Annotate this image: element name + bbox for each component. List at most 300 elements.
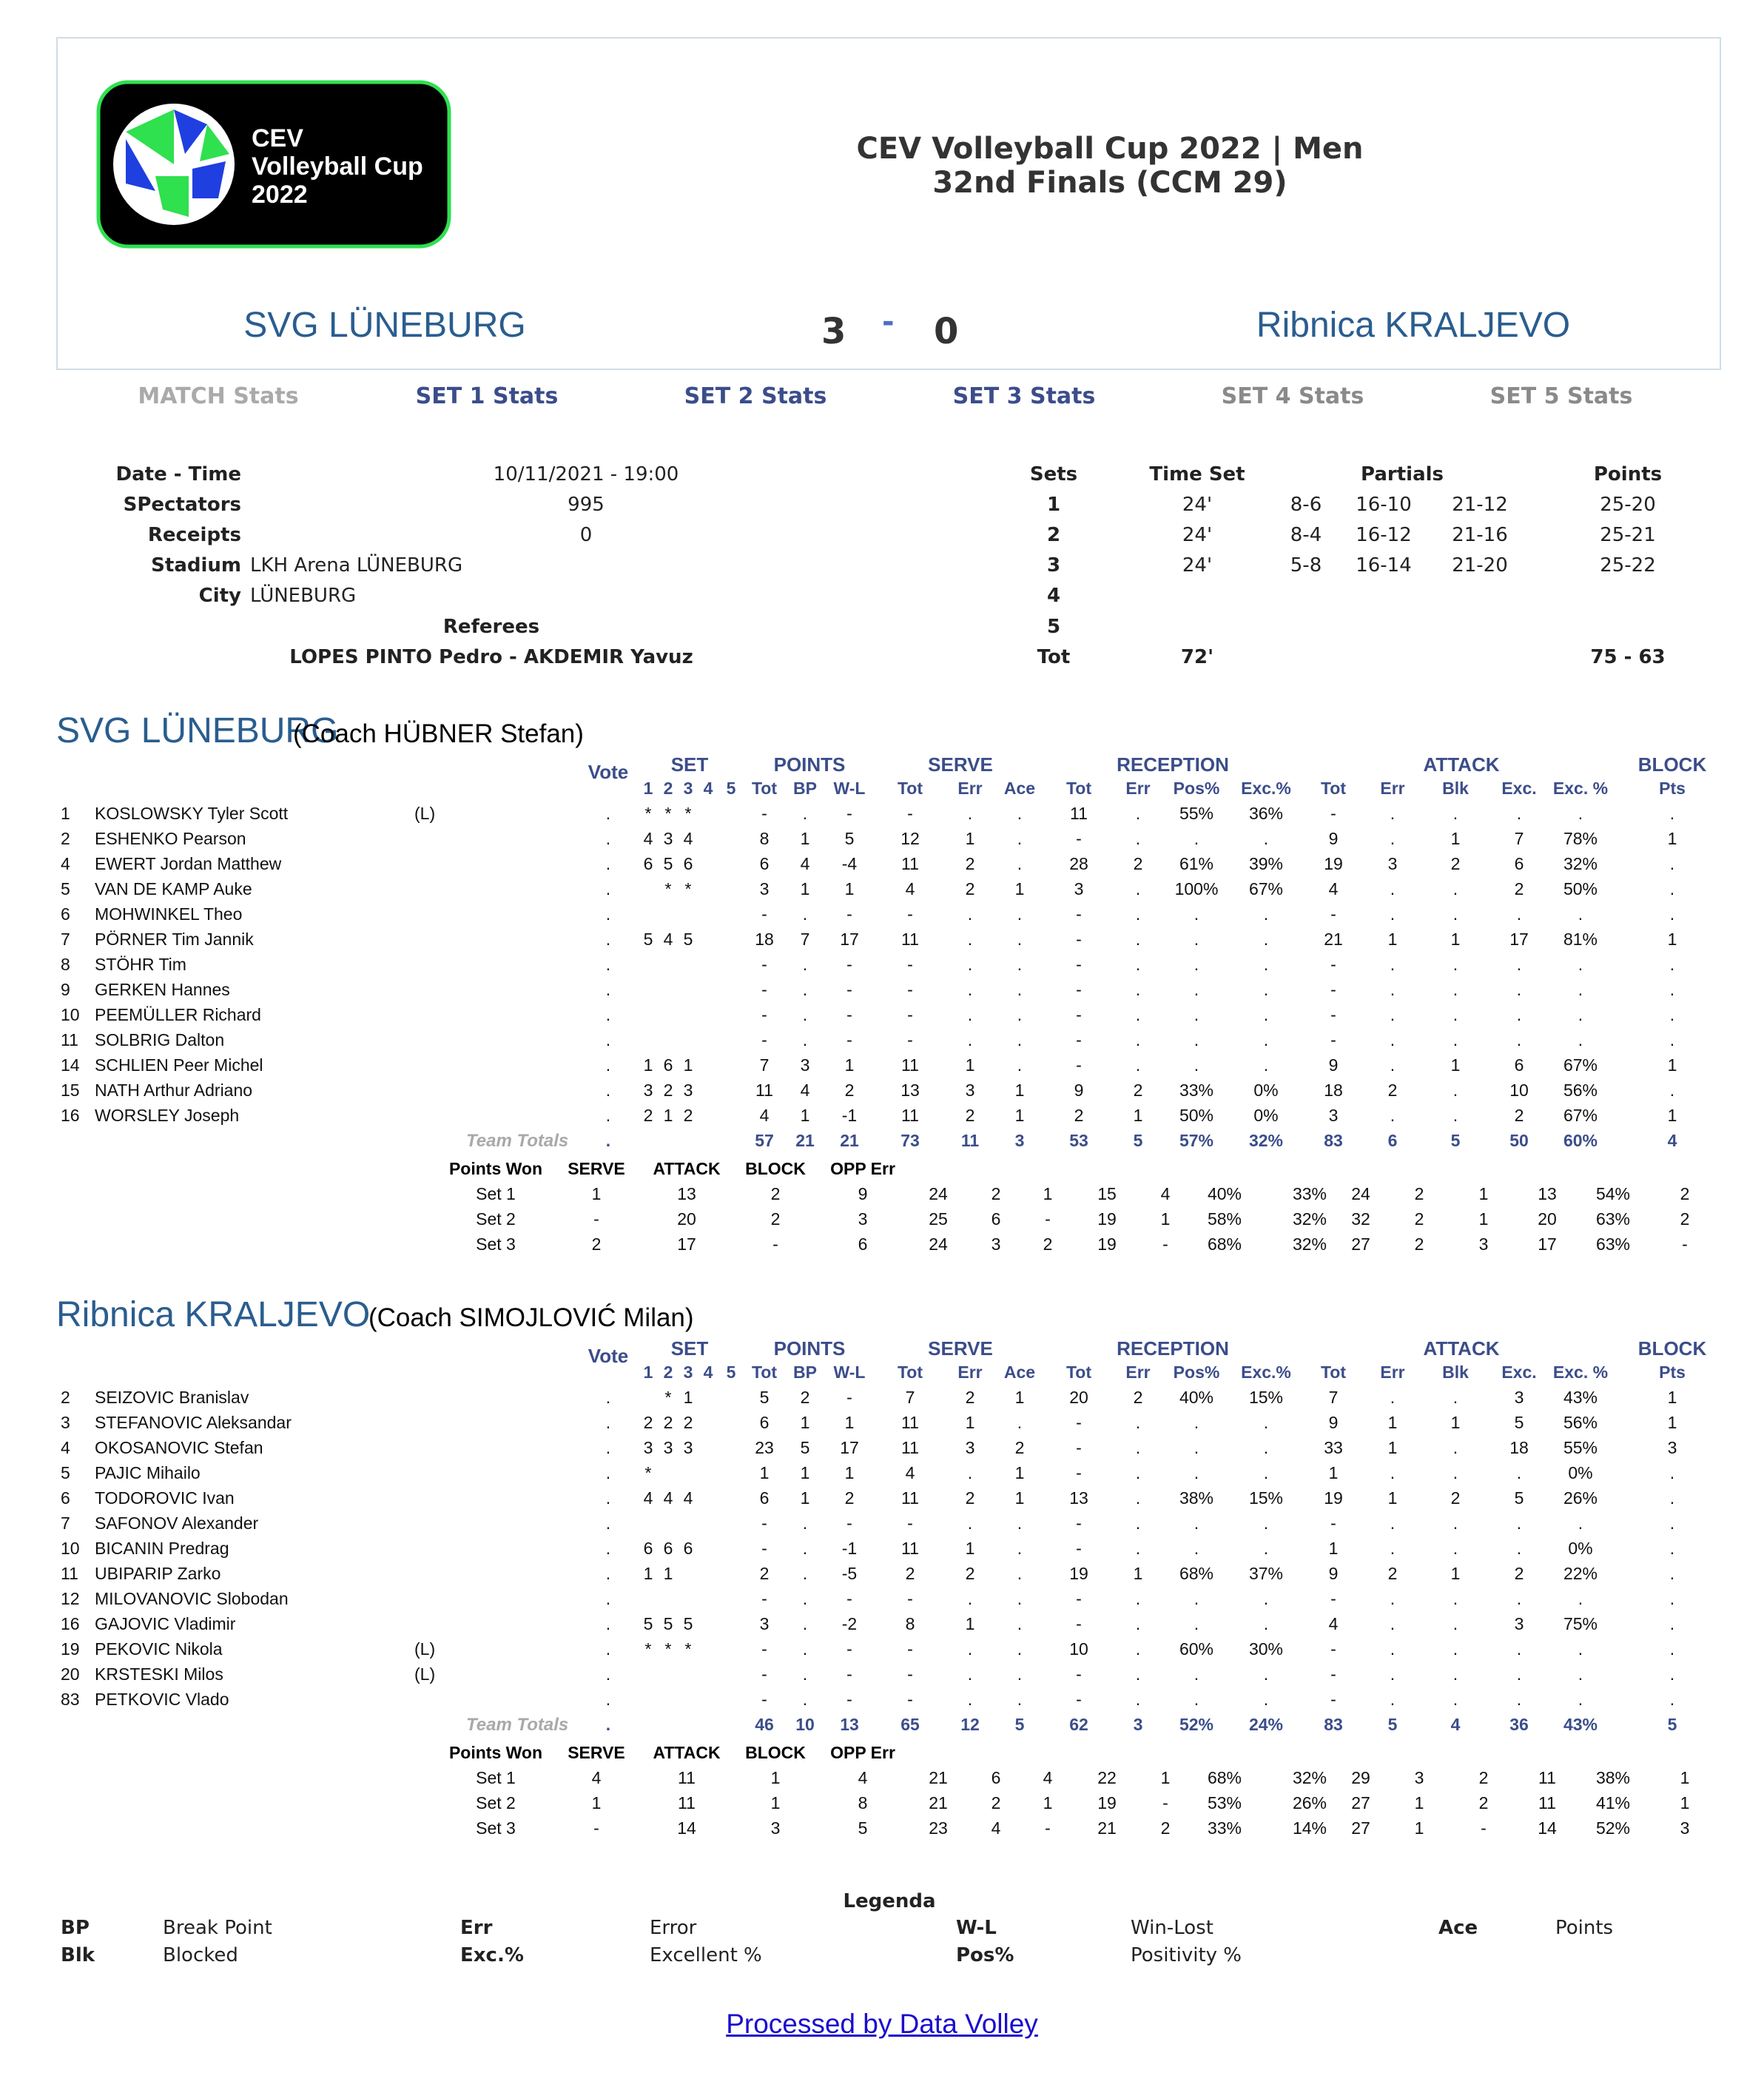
date-label: Date - Time	[115, 463, 241, 486]
column-header: 1	[643, 1363, 653, 1382]
stat-cell: 55%	[1179, 804, 1214, 823]
stat-cell: .	[1516, 804, 1522, 823]
tab-set4-stats[interactable]: SET 4 Stats	[1221, 383, 1364, 409]
stat-cell: 4	[683, 829, 693, 848]
set-row-cell: 6	[858, 1234, 868, 1254]
stat-cell: .	[1017, 904, 1023, 924]
stat-cell: .	[1263, 1614, 1269, 1633]
stat-cell: .	[1135, 980, 1141, 999]
stat-cell: .	[1263, 829, 1269, 848]
stat-cell: 17	[840, 1438, 859, 1457]
team-totals-label: Team Totals	[466, 1131, 569, 1151]
column-header: 5	[726, 779, 736, 798]
set-row-label: Set 3	[476, 1234, 516, 1254]
player-number: 5	[61, 1463, 70, 1482]
stat-cell: 2	[663, 1081, 673, 1100]
score-separator: -	[882, 305, 895, 339]
stat-cell: .	[1578, 1030, 1583, 1049]
stat-cell: .	[1135, 1005, 1141, 1024]
stat-cell: 1	[844, 1413, 855, 1432]
legend-text: Positivity %	[1131, 1944, 1242, 1966]
stat-cell: 2	[1133, 1081, 1143, 1100]
stat-cell: 4	[759, 1106, 770, 1125]
stat-cell: 2	[1450, 1488, 1461, 1508]
set-row-cell: 14	[677, 1818, 696, 1838]
player-number: 12	[61, 1589, 80, 1608]
player-name: OKOSANOVIC Stefan	[95, 1438, 263, 1457]
set-row-cell: 25	[929, 1209, 948, 1229]
stat-cell: .	[1669, 904, 1675, 924]
stat-cell: .	[1516, 1513, 1522, 1533]
stat-cell: 1	[683, 1055, 693, 1075]
stat-cell: .	[1578, 1690, 1583, 1709]
logo-line1: CEV	[252, 124, 303, 152]
set-row-cell: 3	[991, 1234, 1001, 1254]
team-coach: (Coach SIMOJLOVIĆ Milan)	[368, 1303, 694, 1332]
stat-cell: 11	[901, 930, 919, 949]
tab-set1-stats[interactable]: SET 1 Stats	[415, 383, 559, 409]
stat-cell: .	[1516, 1539, 1522, 1558]
set-row-cell: 4	[858, 1768, 868, 1787]
player-name: SAFONOV Alexander	[95, 1513, 259, 1533]
player-name: KOSLOWSKY Tyler Scott	[95, 804, 289, 823]
legend-title: Legenda	[843, 1890, 936, 1912]
column-header: Exc.%	[1241, 1363, 1291, 1382]
stat-cell: .	[1390, 879, 1396, 898]
receipts-label: Receipts	[147, 524, 241, 546]
stat-cell: 3	[1387, 854, 1398, 873]
stat-cell: 2	[965, 1488, 975, 1508]
legend-text: Blocked	[163, 1944, 238, 1966]
set-row-cell: 21	[1097, 1818, 1117, 1838]
stat-cell: .	[1263, 1055, 1269, 1075]
stat-cell: .	[1135, 1513, 1141, 1533]
stat-cell: -	[907, 1639, 913, 1659]
stat-cell: *	[664, 1388, 672, 1407]
stat-cell: .	[1452, 904, 1458, 924]
stat-cell: 1	[663, 1106, 673, 1125]
stat-cell: .	[1669, 1030, 1675, 1049]
set-row-cell: 3	[1414, 1768, 1424, 1787]
tab-set3-stats[interactable]: SET 3 Stats	[952, 383, 1096, 409]
stat-cell: -	[846, 904, 852, 924]
stat-cell: .	[967, 980, 973, 999]
team-total-cell: 32%	[1248, 1131, 1284, 1150]
sets-tot-points: 75 - 63	[1590, 646, 1666, 668]
set-row-cell: -	[1481, 1818, 1487, 1838]
set-partial-8: 5-8	[1290, 554, 1322, 577]
column-header: 3	[683, 779, 693, 798]
team-total-cell: 83	[1324, 1131, 1343, 1150]
team-total-cell: 3	[1014, 1131, 1025, 1150]
stat-cell: -	[1330, 804, 1336, 823]
stat-cell: 50%	[1563, 879, 1598, 898]
stat-cell: .	[605, 1564, 611, 1583]
stat-cell: -	[846, 1664, 852, 1684]
stat-cell: *	[644, 1639, 652, 1659]
set-row-cell: 1	[591, 1184, 602, 1203]
stat-cell: .	[1194, 1539, 1199, 1558]
stat-cell: -1	[841, 1539, 858, 1558]
stat-cell: .	[605, 854, 611, 873]
player-name: MILOVANOVIC Slobodan	[95, 1589, 289, 1608]
stat-cell: 2	[1514, 1106, 1524, 1125]
stat-cell: .	[1452, 955, 1458, 974]
libero-tag: (L)	[414, 1664, 436, 1684]
team-total-cell: 24%	[1248, 1715, 1284, 1734]
stat-cell: .	[605, 904, 611, 924]
stat-cell: 6	[759, 1413, 770, 1432]
stat-cell: .	[605, 1488, 611, 1508]
stat-cell: -	[761, 1513, 767, 1533]
column-header: Tot	[1066, 1363, 1092, 1382]
stat-cell: -	[761, 1690, 767, 1709]
team-total-cell: 46	[755, 1715, 774, 1734]
stat-cell: 7	[905, 1388, 915, 1407]
set-row-cell: 4	[991, 1818, 1001, 1838]
stat-cell: .	[1135, 829, 1141, 848]
stat-cell: .	[1390, 1388, 1396, 1407]
stat-cell: 1	[1450, 1564, 1461, 1583]
stat-cell: 9	[1328, 829, 1339, 848]
stat-cell: 55%	[1563, 1438, 1598, 1457]
stat-cell: .	[1135, 1055, 1141, 1075]
stat-cell: 67%	[1563, 1106, 1598, 1125]
stat-cell: -	[1076, 1539, 1082, 1558]
stat-cell: .	[1669, 1463, 1675, 1482]
stat-cell: 6	[683, 1539, 693, 1558]
player-name: VAN DE KAMP Auke	[95, 879, 252, 898]
stat-cell: .	[1135, 1488, 1141, 1508]
stat-cell: 3	[759, 879, 770, 898]
stat-cell: 2	[1074, 1106, 1084, 1125]
date-value: 10/11/2021 - 19:00	[493, 463, 679, 486]
set-row-cell: 27	[1351, 1793, 1370, 1812]
stat-cell: .	[1669, 1081, 1675, 1100]
stat-cell: 1	[1387, 1488, 1398, 1508]
stat-cell: 2	[643, 1106, 653, 1125]
legend-abbr: Exc.%	[460, 1944, 524, 1966]
stat-cell: .	[605, 1106, 611, 1125]
stat-cell: .	[605, 1539, 611, 1558]
stat-cell: .	[1578, 980, 1583, 999]
player-number: 14	[61, 1055, 80, 1075]
column-header: 2	[663, 1363, 673, 1382]
team-section-name: Ribnica KRALJEVO	[56, 1295, 371, 1334]
stat-cell: .	[605, 1438, 611, 1457]
set-row-cell: 1	[770, 1768, 781, 1787]
stat-cell: -	[1330, 904, 1336, 924]
stat-cell: .	[1390, 1005, 1396, 1024]
team-total-cell: 43%	[1563, 1715, 1598, 1734]
stat-cell: 23	[755, 1438, 774, 1457]
set-row-cell: 14	[1538, 1818, 1557, 1838]
stat-cell: .	[1135, 955, 1141, 974]
stat-cell: -	[1076, 1614, 1082, 1633]
stat-cell: .	[1452, 1081, 1458, 1100]
set-row-cell: 63%	[1595, 1209, 1631, 1229]
stat-cell: *	[664, 804, 672, 823]
stat-cell: -	[1330, 1690, 1336, 1709]
team-total-cell: 73	[900, 1131, 920, 1150]
stat-cell: 3	[965, 1081, 975, 1100]
stat-cell: -	[846, 1513, 852, 1533]
stat-cell: 21	[1324, 930, 1343, 949]
stat-cell: 7	[1514, 829, 1524, 848]
player-name: STEFANOVIC Aleksandar	[95, 1413, 292, 1432]
player-name: EWERT Jordan Matthew	[95, 854, 282, 873]
stat-cell: .	[1516, 1005, 1522, 1024]
stat-cell: 1	[663, 1564, 673, 1583]
legend-text: Win-Lost	[1131, 1917, 1213, 1939]
set-row-cell: 23	[929, 1818, 948, 1838]
stat-cell: .	[1516, 955, 1522, 974]
set-row-cell: 41%	[1595, 1793, 1631, 1812]
stat-cell: 3	[1667, 1438, 1677, 1457]
stat-cell: -	[846, 1005, 852, 1024]
time-set-header: Time Set	[1149, 463, 1245, 486]
stat-cell: 4	[643, 1488, 653, 1508]
stat-cell: -	[846, 1030, 852, 1049]
stat-cell: 1	[1133, 1564, 1143, 1583]
stat-cell: .	[967, 804, 973, 823]
stat-cell: 19	[1324, 1488, 1343, 1508]
stat-cell: .	[967, 904, 973, 924]
stat-cell: -	[1330, 1005, 1336, 1024]
set-group-header: SET	[670, 1337, 709, 1360]
team-total-cell: 52%	[1179, 1715, 1214, 1734]
stat-cell: .	[1194, 829, 1199, 848]
player-name: SOLBRIG Dalton	[95, 1030, 225, 1049]
data-volley-link[interactable]: Processed by Data Volley	[726, 2009, 1038, 2039]
receipts-value: 0	[579, 524, 593, 546]
stat-cell: .	[1017, 980, 1023, 999]
stat-cell: 5	[683, 930, 693, 949]
stat-cell: -	[846, 980, 852, 999]
column-header: Tot	[897, 1363, 923, 1382]
set-row-cell: 17	[1538, 1234, 1557, 1254]
set-row-cell: 54%	[1595, 1184, 1631, 1203]
stat-cell: 20	[1069, 1388, 1088, 1407]
stat-cell: 2	[663, 1413, 673, 1432]
stat-cell: .	[1390, 1614, 1396, 1633]
stat-cell: 6	[683, 854, 693, 873]
legend-abbr: Blk	[61, 1944, 95, 1966]
set-row-cell: 15	[1097, 1184, 1117, 1203]
stat-cell: 1	[965, 829, 975, 848]
player-name: PAJIC Mihailo	[95, 1463, 201, 1482]
stat-cell: .	[1194, 930, 1199, 949]
player-number: 7	[61, 930, 70, 949]
stat-cell: 2	[1387, 1081, 1398, 1100]
set-row-cell: 2	[591, 1234, 602, 1254]
stat-cell: -	[1330, 1639, 1336, 1659]
set-number: 3	[1046, 554, 1061, 577]
stat-cell: 15%	[1248, 1388, 1284, 1407]
stat-cell: 4	[800, 1081, 810, 1100]
stat-cell: .	[1578, 955, 1583, 974]
set-row-cell: -	[1162, 1793, 1168, 1812]
player-name: STÖHR Tim	[95, 955, 186, 974]
stat-cell: 4	[905, 879, 915, 898]
stat-cell: .	[1669, 1513, 1675, 1533]
set-row-cell: 1	[1043, 1184, 1053, 1203]
set-number: 1	[1046, 494, 1061, 516]
player-name: BICANIN Predrag	[95, 1539, 229, 1558]
stat-cell: .	[1669, 980, 1675, 999]
set-row-cell: 24	[929, 1234, 948, 1254]
stat-cell: 6	[759, 854, 770, 873]
legend-abbr: Pos%	[956, 1944, 1014, 1966]
stat-cell: .	[1135, 1463, 1141, 1482]
player-name: SCHLIEN Peer Michel	[95, 1055, 263, 1075]
reception-group-header: RECEPTION	[1117, 1337, 1229, 1360]
player-number: 11	[61, 1030, 78, 1049]
stat-cell: 11	[901, 1055, 919, 1075]
stat-cell: .	[1669, 1005, 1675, 1024]
stat-cell: .	[1263, 1690, 1269, 1709]
stat-cell: .	[1017, 829, 1023, 848]
stat-cell: 2	[643, 1413, 653, 1432]
set-time: 24'	[1182, 524, 1213, 546]
stat-cell: .	[1516, 904, 1522, 924]
stat-cell: .	[1194, 1413, 1199, 1432]
stat-cell: .	[1390, 1463, 1396, 1482]
stat-cell: 38%	[1179, 1488, 1214, 1508]
points-group-header: POINTS	[773, 1337, 846, 1360]
stat-cell: 3	[759, 1614, 770, 1633]
set-row-cell: 24	[929, 1184, 948, 1203]
set-row-cell: 8	[858, 1793, 868, 1812]
column-header: Pos%	[1173, 1363, 1220, 1382]
player-name: WORSLEY Joseph	[95, 1106, 240, 1125]
stat-cell: 3	[663, 829, 673, 848]
set-row-cell: 5	[858, 1818, 868, 1838]
stat-cell: .	[1017, 1513, 1023, 1533]
stat-cell: 18	[755, 930, 774, 949]
team-total-cell: 5	[1133, 1131, 1143, 1150]
stat-cell: -	[846, 1690, 852, 1709]
points-won-header: BLOCK	[745, 1743, 806, 1762]
stat-cell: -	[907, 1005, 913, 1024]
stat-cell: 3	[1328, 1106, 1339, 1125]
column-header: 2	[663, 779, 673, 798]
player-number: 8	[61, 955, 70, 974]
set-row-cell: 2	[1043, 1234, 1053, 1254]
stat-cell: 9	[1328, 1413, 1339, 1432]
stat-cell: 4	[663, 1488, 673, 1508]
set-row-cell: -	[772, 1234, 778, 1254]
stat-cell: .	[802, 1690, 808, 1709]
column-header: Exc.%	[1241, 779, 1291, 798]
set-row-cell: 1	[1680, 1768, 1690, 1787]
set-row-label: Set 2	[476, 1209, 516, 1229]
stat-cell: .	[1390, 1639, 1396, 1659]
stat-cell: 5	[683, 1614, 693, 1633]
stat-cell: -	[907, 1030, 913, 1049]
set-row-cell: 1	[770, 1793, 781, 1812]
stat-cell: 10	[1069, 1639, 1088, 1659]
stat-cell: 2	[965, 1388, 975, 1407]
column-header: Blk	[1442, 1363, 1469, 1382]
player-number: 20	[61, 1664, 80, 1684]
points-group-header: POINTS	[773, 753, 846, 776]
column-header: Blk	[1442, 779, 1469, 798]
tab-match-stats[interactable]: MATCH Stats	[138, 383, 299, 409]
set-row-cell: 1	[1160, 1209, 1171, 1229]
stat-cell: 1	[683, 1388, 693, 1407]
stat-cell: 1	[643, 1055, 653, 1075]
player-number: 1	[61, 804, 70, 823]
stat-cell: .	[967, 1030, 973, 1049]
set-row-cell: 2	[1414, 1234, 1424, 1254]
stat-cell: 40%	[1179, 1388, 1214, 1407]
player-name: TODOROVIC Ivan	[95, 1488, 235, 1508]
set-row-cell: 6	[991, 1209, 1001, 1229]
stat-cell: 2	[844, 1081, 855, 1100]
stat-cell: .	[802, 1639, 808, 1659]
logo-line3: 2022	[252, 181, 308, 209]
stat-cell: -5	[841, 1564, 858, 1583]
stat-cell: .	[1194, 1463, 1199, 1482]
stat-cell: .	[605, 1690, 611, 1709]
stat-cell: .	[1135, 1639, 1141, 1659]
legend-text: Points	[1555, 1917, 1614, 1939]
stat-cell: *	[644, 804, 652, 823]
stat-cell: .	[1390, 904, 1396, 924]
stat-cell: 67%	[1248, 879, 1284, 898]
stat-cell: .	[605, 1081, 611, 1100]
set-row-cell: 1	[1043, 1793, 1053, 1812]
block-group-header: BLOCK	[1637, 753, 1707, 776]
spectators-label: SPectators	[123, 494, 241, 516]
column-header: Err	[1125, 779, 1151, 798]
set-row-cell: -	[1045, 1209, 1051, 1229]
set-row-cell: 58%	[1207, 1209, 1242, 1229]
stat-cell: 33%	[1179, 1081, 1214, 1100]
team-total-cell: 62	[1069, 1715, 1088, 1734]
player-number: 10	[61, 1005, 80, 1024]
stat-cell: .	[1263, 1589, 1269, 1608]
stat-cell: 11	[1070, 804, 1088, 823]
stat-cell: .	[605, 829, 611, 848]
set-row-cell: 11	[1538, 1793, 1556, 1812]
set-row-cell: 11	[678, 1768, 696, 1787]
stat-cell: .	[802, 1614, 808, 1633]
stat-cell: 56%	[1563, 1081, 1598, 1100]
stat-cell: 3	[1074, 879, 1084, 898]
column-header: Tot	[1066, 779, 1092, 798]
stat-cell: 26%	[1563, 1488, 1598, 1508]
stat-cell: .	[802, 1513, 808, 1533]
player-number: 5	[61, 879, 70, 898]
set-row-label: Set 2	[476, 1793, 516, 1812]
stat-cell: 5	[643, 1614, 653, 1633]
tab-set5-stats[interactable]: SET 5 Stats	[1489, 383, 1633, 409]
stat-cell: 3	[683, 1081, 693, 1100]
stat-cell: 1	[1014, 1488, 1025, 1508]
stat-cell: 11	[755, 1081, 773, 1100]
column-header: Pts	[1659, 779, 1686, 798]
set-row-cell: 68%	[1207, 1234, 1242, 1254]
stat-cell: 1	[643, 1564, 653, 1583]
tab-set2-stats[interactable]: SET 2 Stats	[684, 383, 827, 409]
stat-cell: .	[1578, 1639, 1583, 1659]
home-score: 3	[821, 311, 846, 352]
stat-cell: 1	[759, 1463, 770, 1482]
stat-cell: .	[1578, 904, 1583, 924]
stat-cell: 19	[1069, 1564, 1088, 1583]
